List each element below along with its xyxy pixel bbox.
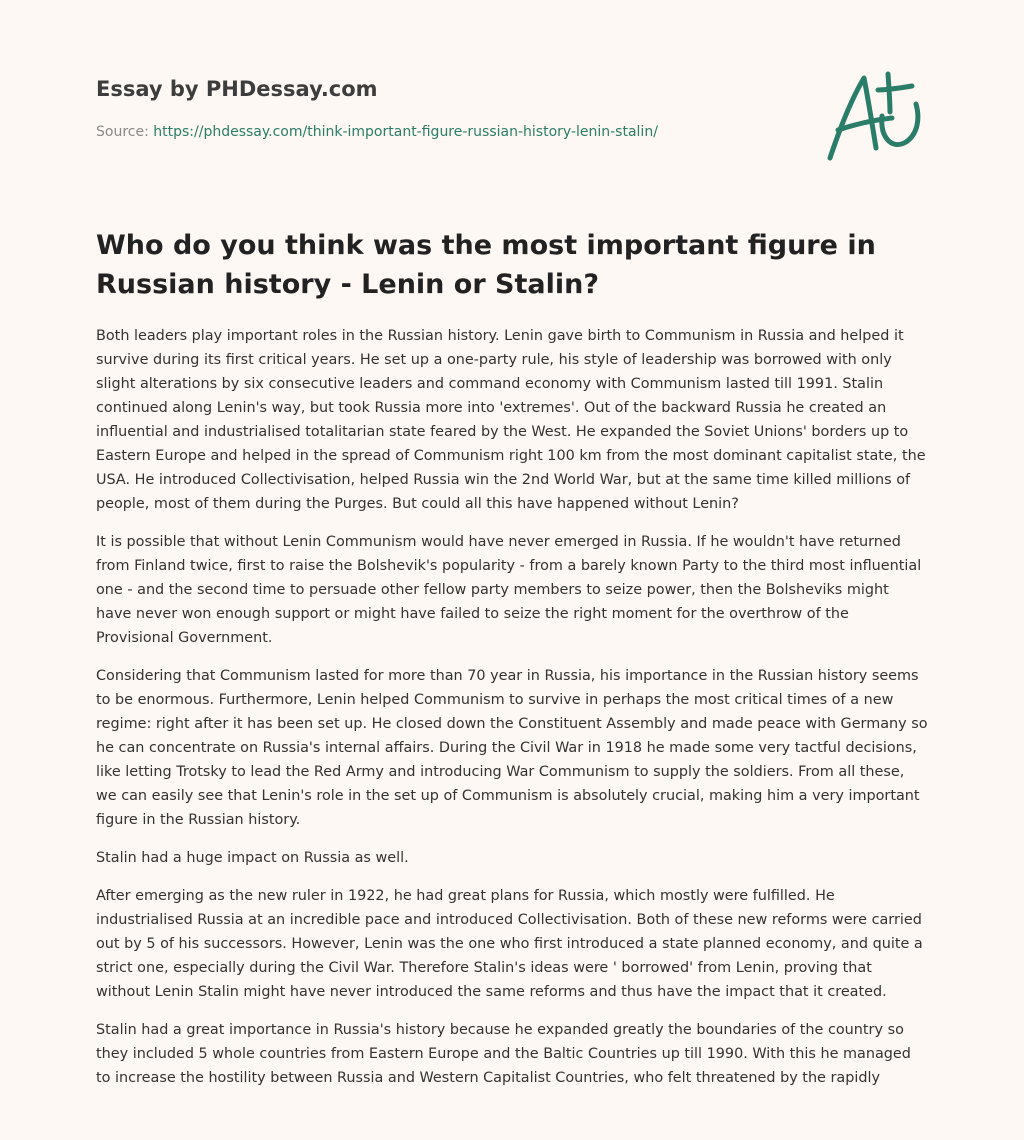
source-line xyxy=(96,124,658,140)
source-link[interactable]: https://phdessay.com/think-important-figure-russian-history-lenin-stalin/ xyxy=(153,124,658,140)
a-plus-logo-icon xyxy=(822,68,926,164)
paragraph: Stalin had a great importance in Russia's history because he expanded greatly the boundaries of the country so they included 5 whole countries from Eastern Europe and the Baltic Countries up till 1990. With this he managed to increase the hostility between Russia and Western Capitalist Countries, who felt threatened by the rapidly xyxy=(96,1022,911,1086)
site-brand: Essay by PHDessay.com xyxy=(96,77,378,101)
paragraph: After emerging as the new ruler in 1922, he had great plans for Russia, which mostly were fulfilled. He industrialised Russia at an incredible pace and introduced Collectivisation. Both of these new reforms were carried out by 5 of his successors. However, Lenin was the one who first introduced a state planned economy, and quite a strict one, especially during the Civil War. Therefore Stalin's ideas were ' borrowed' from Lenin, proving that without Lenin Stalin might have never introduced the same reforms and thus have the impact that it created. xyxy=(96,888,923,1000)
paragraph: Stalin had a huge impact on Russia as well. xyxy=(96,850,409,866)
source-label: Source: xyxy=(96,124,154,140)
paragraph: Both leaders play important roles in the Russian history. Lenin gave birth to Communism in Russia and helped it survive during its first critical years. He set up a one-party rule, his style of leadership was borrowed with only slight alterations by six consecutive leaders and command economy with Communism lasted till 1991. Stalin continued along Lenin's way, but took Russia more into 'extremes'. Out of the backward Russia he created an influential and industrialised totalitarian state feared by the West. He expanded the Soviet Unions' borders up to Eastern Europe and helped in the spread of Communism right 100 km from the most dominant capitalist state, the USA. He introduced Collectivisation, helped Russia win the 2nd World War, but at the same time killed millions of people, most of them during the Purges. But could all this have happened without Lenin? xyxy=(96,328,926,512)
paragraph: It is possible that without Lenin Communism would have never emerged in Russia. If he wouldn't have returned from Finland twice, first to raise the Bolshevik's popularity - from a barely known Party to the third most influential one - and the second time to persuade other fellow party members to seize power, then the Bolsheviks might have never won enough support or might have failed to seize the right moment for the overthrow of the Provisional Government. xyxy=(96,534,922,646)
paragraph: Considering that Communism lasted for more than 70 year in Russia, his importance in the Russian history seems to be enormous. Furthermore, Lenin helped Communism to survive in perhaps the most critical times of a new regime: right after it has been set up. He closed down the Constituent Assembly and made peace with Germany so he can concentrate on Russia's internal affairs. During the Civil War in 1918 he made some very tactful decisions, like letting Trotsky to lead the Red Army and introducing War Communism to supply the soldiers. From all these, we can easily see that Lenin's role in the set up of Communism is absolutely crucial, making him a very important figure in the Russian history. xyxy=(96,668,928,828)
essay-body xyxy=(96,324,928,1104)
essay-title: Who do you think was the most important figure in Russian history - Lenin or Stalin? xyxy=(96,230,876,300)
